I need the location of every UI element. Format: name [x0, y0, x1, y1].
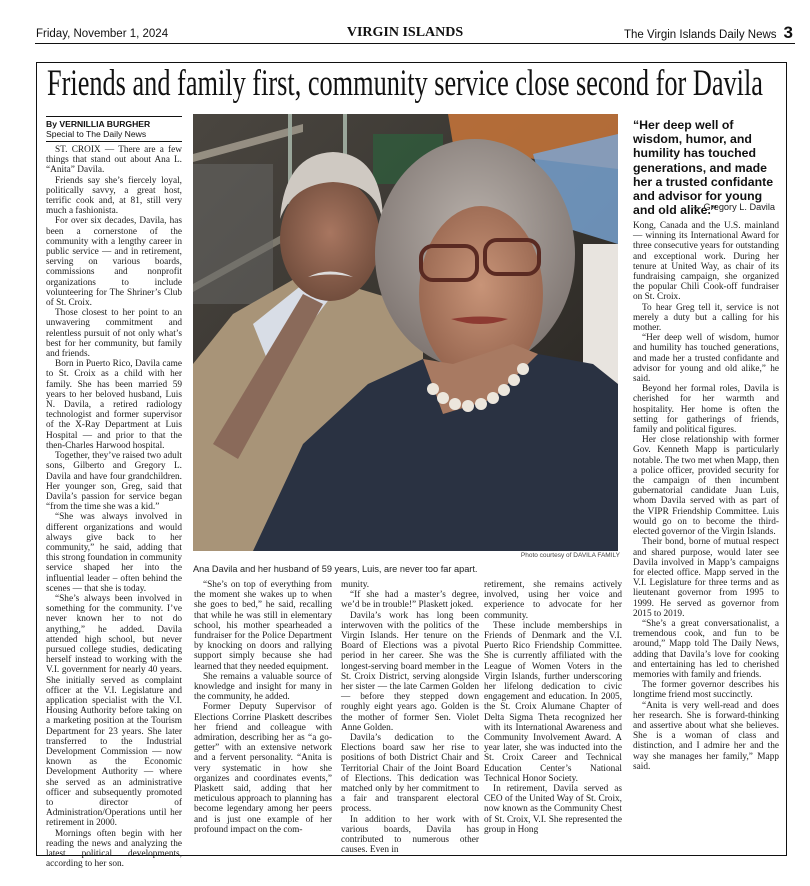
article-paragraph: “Her deep well of wisdom, humor and humility has touched generations, and made her a trusted confidante and advisor for young and old alike,” he said. [633, 333, 779, 385]
article-paragraph: In addition to her work with various boards, Davila has contributed to numerous other causes. Even in [341, 814, 479, 856]
article-column-1 [46, 145, 182, 870]
article-paragraph: Kong, Canada and the U.S. mainland — winning its International Award for three consecutive years for outstanding and exceptional work. During her tenure at United Way, as chair of its fundraising campaign, she organized the popular Chili Cook-off fundraiser on St. Croix. [633, 221, 779, 303]
article-paragraph: munity. [341, 580, 370, 590]
issue-date: Friday, November 1, 2024 [36, 28, 169, 40]
article-paragraph: retirement, she remains actively involved, using her voice and experience to advocate for her community. [484, 580, 622, 621]
article-paragraph: “She’s always been involved in something for the community. I’ve never known her to not do anything,” he added. Davila attended high school, but never pursued college studies, dedicating herself instead to working with the V.I. government for nearly 40 years. She initially served as complaint officer at the V.I. Legislature and application specialist with the V.I. Housing Authority before taking on a marketing position at the Tourism Department for 23 years. She later transferred to the Industrial Development Commission — now known as the Economic Development Authority — where she served as an administrative officer and subsequently promoted to director of Administration/Operations until her retirement in 2000. [46, 593, 182, 829]
article-paragraph: She remains a valuable source of knowledge and insight for many in the community, he added. [194, 671, 332, 703]
article-paragraph: Born in Puerto Rico, Davila came to St. Croix as a child with her family. She has been married 59 years to her beloved husband, Luis N. Davila, a retired radiology technologist and former supervisor of the X-Ray Department at Luis Hospital — and prior to that the then-Charles Harwood hospital. [46, 359, 182, 451]
article-paragraph: In retirement, Davila served as CEO of the United Way of St. Croix, now known as the Community Chest of St. Croix, V.I. She represented the group in Hong [484, 784, 622, 835]
photo-caption: Ana Davila and her husband of 59 years, Luis, are never too far apart. [193, 564, 478, 574]
publication-info [624, 24, 793, 42]
article-paragraph: Davila’s dedication to the Elections board saw her rise to positions of both District Chair and Territorial Chair of the Joint Board of Elections. This dedication was matched only by her commitment to a fair and transparent electoral process. [341, 733, 479, 815]
article-paragraph: Their bond, borne of mutual respect and shared purpose, would later see Davila involved in Mapp’s campaigns for elected office. Mapp served in the V.I. Legislature for three terms and as lieutenant governor from 1995 to 1999. He served as governor from 2015 to 2019. [633, 537, 779, 619]
article-column-2 [194, 580, 332, 845]
article-paragraph: Friends say she’s fiercely loyal, politically savvy, a great host, terrific cook and, at 81, still very much a fashionista. [46, 175, 182, 217]
article-paragraph: “If she had a master’s degree, we’d be in trouble!” Plaskett joked. [341, 590, 479, 611]
article-column-4 [484, 580, 622, 845]
article-paragraph: ST. CROIX — There are a few things that stand out about Ana L. “Anita” Davila. [46, 145, 182, 176]
article-paragraph: Beyond her formal roles, Davila is cherished for her warmth and hospitality. Her home is often the setting for gatherings of friends, family and political figures. [633, 384, 779, 436]
article-paragraph: The former governor describes his longtime friend most succinctly. [633, 680, 779, 701]
byline-author: By VERNILLIA BURGHER [46, 119, 151, 129]
article-column-5 [633, 221, 779, 845]
article-paragraph: “She’s a great conversationalist, a tremendous cook, and fun to be around,” Mapp told The Daily News, adding that Davila’s love for cooking and entertaining has led to cherished memories with family and friends. [633, 618, 779, 680]
article-paragraph: “She’s on top of everything from the moment she wakes up to when she goes to bed,” he said, recalling that while he was still in elementary school, his mother spearheaded a fundraiser for the Police Department by knocking on doors and rallying support simply because she had learned that they needed equipment. [194, 580, 332, 672]
article-column-3 [341, 580, 479, 856]
publication-name: The Virgin Islands Daily News [623, 29, 777, 41]
article-paragraph: Together, they’ve raised two adult sons, Gilberto and Gregory L. Davila and have four grandchildren. Her younger son, Greg, said that Davila’s passion for service began “from the time she was a kid.” [46, 451, 182, 513]
section-title: VIRGIN ISLANDS [346, 25, 464, 40]
pull-quote-attribution: — Gregory L. Davila [691, 202, 775, 212]
article-headline: Friends and family first, community service close second for Davila [47, 63, 763, 104]
article-paragraph: To hear Greg tell it, service is not merely a duty but a calling for his mother. [633, 302, 779, 334]
article-paragraph: Those closest to her point to an unwavering commitment and relentless pursuit of not only what’s best for her community, but family and friends. [46, 308, 182, 360]
article-paragraph: For over six decades, Davila, has been a cornerstone of the community with a lengthy career in public service — and in retirement, serving on various boards, commissions and nonprofit organizations to include volunteering for The Shriner’s Club of St. Croix. [46, 216, 182, 309]
pull-quote: “Her deep well of wisdom, humor, and humility has touched generations, and made her a trusted confidante and advisor for young and old alike.” [633, 118, 774, 218]
byline-role: Special to The Daily News [46, 129, 147, 139]
page-number: 3 [783, 23, 793, 42]
article-paragraph: These include memberships in Friends of Denmark and the V.I. Puerto Rico Friendship Committee. She is currently affiliated with the League of Women Voters in the Virgin Islands, further underscoring her lifelong dedication to civic engagement and education. In 2005, the St. Croix Alumane Chapter of Delta Sigma Theta recognized her with its International Awareness and Community Involvement Award. A year later, she was inducted into the St. Croix Career and Technical Education Center’s National Technical Honor Society. [484, 620, 622, 784]
article-paragraph: Mornings often begin with her reading the news and analyzing the latest political developments, according to her son. [46, 828, 182, 870]
photo-credit: Photo courtesy of DAVILA FAMILY [520, 552, 620, 559]
article-paragraph: Former Deputy Supervisor of Elections Corrine Plaskett describes her friend and colleague with admiration, describing her as “a go-getter” with an extensive network and a fervent personality. “Anita is very systematic in how she organizes and coordinates events,” Plaskett said, adding that her meticulous approach to planning has become legendary among her peers and is just one example of her profound impact on the com- [194, 702, 332, 835]
article-paragraph: Davila’s work has long been interwoven with the politics of the Virgin Islands. Her tenure on the Board of Elections was a pivotal period in her career. She was the longest-serving board member in the St. Croix District, serving alongside her sister — the late Carmen Golden — before they stepped down roughly eight years ago. Golden is the mother of former Sen. Violet Anne Golden. [341, 610, 479, 733]
article-paragraph: Her close relationship with former Gov. Kenneth Mapp is particularly notable. The two met when Mapp, then a police officer, provided security for the campaign of then incumbent gubernatorial candidate Juan Luis, whom Davila served with as part of the VIPR Friendship Committee. Luis would go on to become the third-elected governor of the Virgin Islands. [633, 435, 779, 538]
header-divider [35, 43, 795, 44]
article-photo [193, 114, 618, 551]
article-paragraph: “Anita is very well-read and does her research. She is forward-thinking and assertive about what she believes. She is a woman of class and distinction, and I admire her and the way she manages her family,” Mapp said. [633, 700, 779, 772]
article-paragraph: “She was always involved in different organizations and would always give back to her community,” he said, adding that this strong foundation in community service shaped her into the influential leader – often behind the scenes — that she is today. [46, 512, 182, 594]
byline [46, 116, 182, 142]
